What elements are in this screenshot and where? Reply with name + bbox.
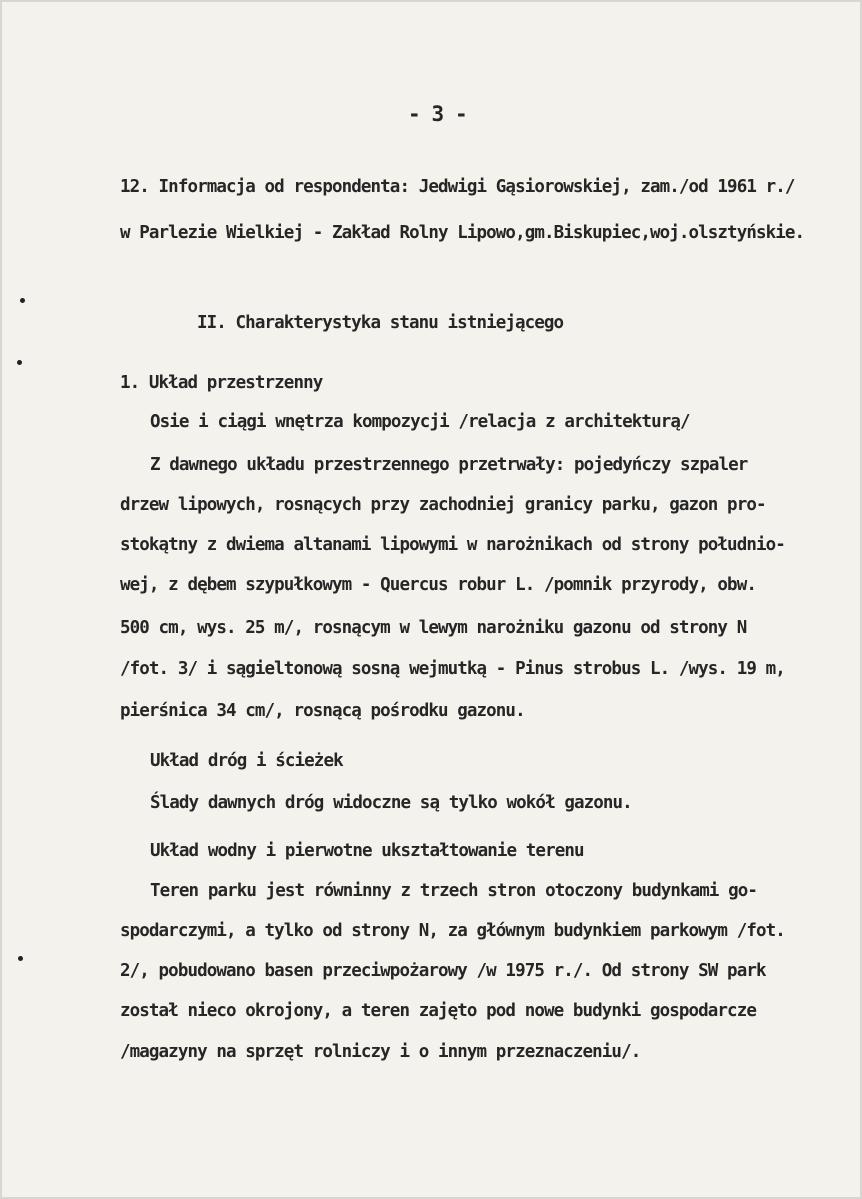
- roads-heading: Układ dróg i ścieżek: [150, 751, 343, 771]
- para1-line: Z dawnego układu przestrzennego przetrwały: pojedyńczy szpaler: [150, 455, 748, 475]
- para1-line: stokątny z dwiema altanami lipowymi w narożnikach od strony południo-: [120, 535, 785, 555]
- margin-dot: [18, 956, 23, 961]
- para1-line: drzew lipowych, rosnących przy zachodniej granicy parku, gazon pro-: [120, 495, 766, 515]
- para2-line: Teren parku jest równinny z trzech stron otoczony budynkami go-: [150, 881, 758, 901]
- para1-line: /fot. 3/ i sągieltonową sosną wejmutką - Pinus strobus L. /wys. 19 m,: [120, 659, 785, 679]
- section-heading: II. Charakterystyka stanu istniejącego: [197, 313, 564, 333]
- para1-line: wej, z dębem szypułkowym - Quercus robur L. /pomnik przyrody, obw.: [120, 575, 756, 595]
- para2-line: został nieco okrojony, a teren zajęto pod nowe budynki gospodarcze: [120, 1001, 756, 1021]
- margin-dot: [20, 298, 25, 303]
- margin-dot: [17, 360, 22, 365]
- axes-heading: Osie i ciągi wnętrza kompozycji /relacja z architekturą/: [150, 412, 690, 432]
- item12-line2: w Parlezie Wielkiej - Zakład Rolny Lipowo,gm.Biskupiec,woj.olsztyńskie.: [120, 223, 805, 243]
- para1-line: 500 cm, wys. 25 m/, rosnącym w lewym narożniku gazonu od strony N: [120, 618, 747, 638]
- water-heading: Układ wodny i pierwotne ukształtowanie terenu: [150, 841, 584, 861]
- subsection-heading: 1. Układ przestrzenny: [120, 373, 323, 393]
- para2-line: 2/, pobudowano basen przeciwpożarowy /w 1975 r./. Od strony SW park: [120, 961, 766, 981]
- para2-line: /magazyny na sprzęt rolniczy i o innym przeznaczeniu/.: [120, 1042, 641, 1062]
- roads-text: Ślady dawnych dróg widoczne są tylko wokół gazonu.: [150, 793, 632, 813]
- item12-line1: 12. Informacja od respondenta: Jedwigi Gąsiorowskiej, zam./od 1961 r./: [120, 177, 795, 197]
- page-number: - 3 -: [408, 102, 467, 126]
- para1-line: pierśnica 34 cm/, rosnącą pośrodku gazonu.: [120, 701, 525, 721]
- para2-line: spodarczymi, a tylko od strony N, za głównym budynkiem parkowym /fot.: [120, 921, 785, 941]
